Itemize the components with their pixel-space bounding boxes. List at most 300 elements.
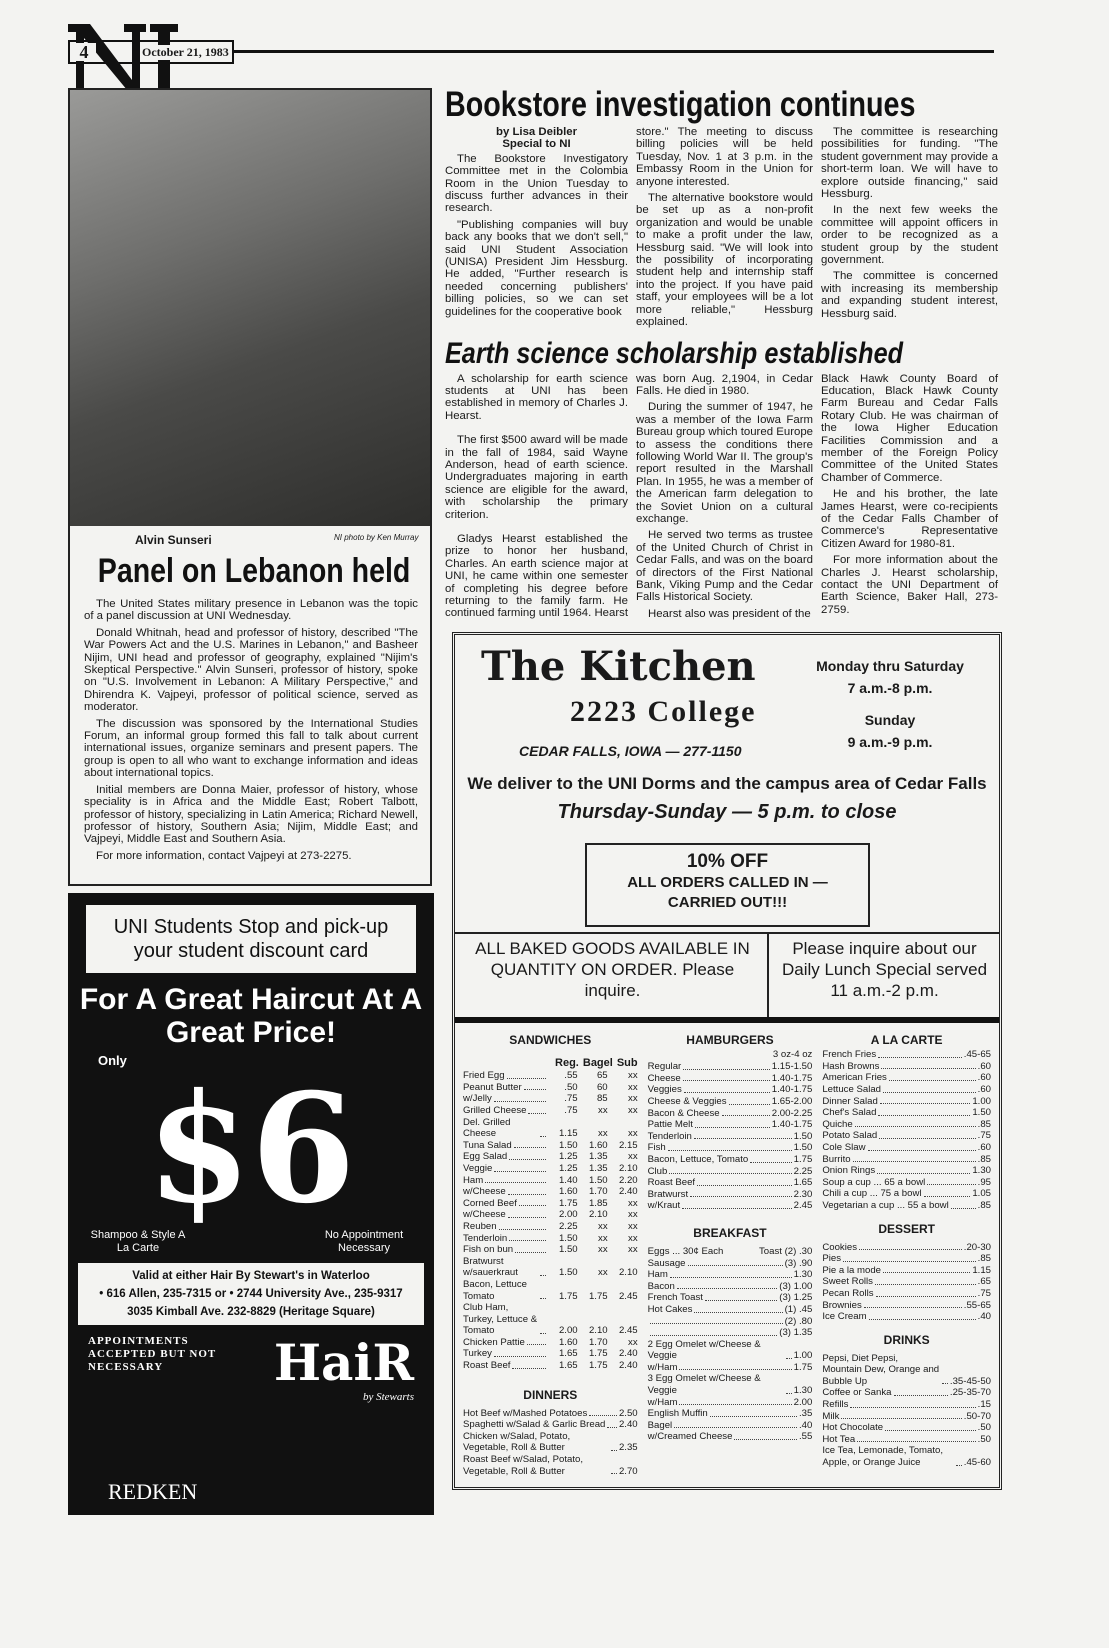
delivery-time: Thursday-Sunday — 5 p.m. to close — [557, 801, 897, 824]
dot-leader — [879, 1138, 975, 1139]
item-price: (3) 1.35 — [779, 1327, 813, 1339]
menu-item — [648, 1304, 813, 1316]
menu-item — [463, 1186, 638, 1198]
item-name: Sausage — [647, 1257, 686, 1269]
photo-caption: Alvin Sunseri — [135, 533, 212, 547]
item-price: 1.50 — [588, 1174, 608, 1186]
item-price: 1.50 — [972, 1107, 991, 1119]
item-price: .25-35-70 — [949, 1387, 991, 1399]
kitchen-hours — [800, 655, 980, 753]
item-price: 1.65 — [558, 1360, 578, 1372]
paragraph: "Publishing companies will buy back any books that we don't sell," said UNI Student Association (UNISA) President Jim Hessburg. He added, "Further research is needed concerning publishers' billing policies, so we can set guidelines for the cooperative book — [445, 218, 628, 318]
dot-leader — [607, 1427, 617, 1428]
dot-leader — [841, 1418, 961, 1419]
item-name: Regular — [647, 1061, 682, 1073]
item-price: 1.50 — [558, 1267, 578, 1279]
menu-item — [822, 1049, 991, 1061]
item-price: 1.35 — [588, 1151, 608, 1163]
item-price: 1.35 — [588, 1162, 608, 1174]
item-price: 2.50 — [618, 1407, 638, 1419]
item-price: 1.00 — [972, 1095, 991, 1107]
hair-logo: HaiR — [273, 1333, 414, 1392]
menu-item — [463, 1348, 638, 1360]
item-name: w/Ham — [647, 1396, 678, 1408]
dot-leader — [855, 1126, 976, 1127]
item-name: Bratwurst — [647, 1188, 689, 1200]
dot-leader — [540, 1136, 546, 1137]
menu-item — [463, 1163, 638, 1175]
hours-label: Sunday — [864, 712, 916, 729]
menu-item — [463, 1419, 638, 1431]
kitchen-name: The Kitchen — [481, 643, 756, 691]
menu-item — [463, 1082, 638, 1094]
dot-leader — [694, 1138, 792, 1139]
item-name: Bagel — [647, 1419, 673, 1431]
item-price: .60 — [977, 1141, 991, 1153]
item-price: (3) .90 — [784, 1257, 813, 1269]
menu-heading: DRINKS — [883, 1332, 930, 1347]
item-price: .55-65 — [963, 1299, 991, 1311]
item-price: xx — [598, 1267, 608, 1279]
ad-only: Only — [98, 1053, 127, 1068]
menu-item — [463, 1105, 638, 1117]
menu-item — [463, 1151, 638, 1163]
menu-item — [463, 1256, 638, 1279]
item-name: Spaghetti w/Salad & Garlic Bread — [463, 1419, 606, 1431]
menu-item — [648, 1154, 813, 1166]
dot-leader — [611, 1450, 617, 1451]
item-price: .75 — [977, 1130, 991, 1142]
kitchen-city: CEDAR FALLS, IOWA — 277-1150 — [519, 743, 742, 760]
dot-leader — [650, 1335, 778, 1336]
item-price: 1.75 — [588, 1348, 608, 1360]
item-price: 1.40-1.75 — [771, 1084, 813, 1096]
item-price: 2.15 — [618, 1139, 638, 1151]
dot-leader — [515, 1252, 545, 1253]
item-price: 60 — [596, 1081, 608, 1093]
paragraph: The alternative bookstore would be set up as a non-profit organization and would be unable to make a profit under the law, Hessburg said. "We will look into the possibility of incorporating student help and internship staff into the project. If you have paid staff, your employees will be a lot more reliable," Hessburg explained. — [636, 192, 813, 329]
item-name: Cole Slaw — [822, 1141, 866, 1153]
header-rule — [234, 50, 994, 53]
item-price: 1.40-1.75 — [771, 1072, 813, 1084]
bookstore-col-2 — [636, 126, 813, 333]
item-name: Potato Salad — [822, 1130, 878, 1142]
dot-leader — [682, 1208, 791, 1209]
menu-item — [463, 1431, 638, 1454]
menu-item — [822, 1107, 991, 1119]
item-price: 1.65-2.00 — [771, 1096, 813, 1107]
paragraph: He served two terms as trustee of the United Church of Christ in Cedar Falls, and was on the board of directors of the First National Bank, Viking Pump and the Cedar Falls Historical Society. — [636, 529, 813, 604]
paragraph: was born Aug. 2,1904, in Cedar Falls. He died in 1980. — [636, 372, 813, 397]
dot-leader — [508, 1194, 546, 1195]
panel-photo — [70, 90, 430, 526]
dot-leader — [881, 1068, 975, 1069]
paragraph: The discussion was sponsored by the International Studies Forum, an informal group formed this fall to talk about current international issues, organize seminars and present papers. The group is open to all who want to exchange information and ideas about international topics. — [84, 717, 418, 780]
item-price: xx — [598, 1232, 608, 1244]
item-name: Hot Beef w/Mashed Potatoes — [463, 1407, 588, 1419]
item-price: 1.75 — [558, 1197, 578, 1209]
menu-item — [648, 1408, 813, 1420]
dot-leader — [951, 1208, 976, 1209]
dot-leader — [697, 1185, 792, 1186]
dot-leader — [679, 1369, 791, 1370]
dot-leader — [859, 1249, 962, 1250]
menu-item — [648, 1073, 813, 1085]
item-name: w/Kraut — [647, 1200, 681, 1212]
menu-item — [822, 1387, 991, 1399]
item-name: Brownies — [822, 1299, 862, 1311]
menu-item — [648, 1420, 813, 1432]
photo-credit: NI photo by Ken Murray — [334, 533, 419, 542]
dot-leader — [688, 1265, 783, 1266]
menu-item — [648, 1281, 813, 1293]
menu-item — [822, 1165, 991, 1177]
item-price: .55 — [564, 1070, 578, 1082]
dot-leader — [868, 1150, 976, 1151]
item-name: Cookies — [822, 1241, 857, 1253]
divider — [767, 932, 769, 1017]
dot-leader — [927, 1184, 975, 1185]
menu-item — [463, 1302, 638, 1337]
item-name: w/Cheese — [463, 1186, 506, 1198]
hair-logo-sub: by Stewarts — [362, 1391, 414, 1403]
item-name: Ham — [463, 1174, 484, 1186]
item-price: .20-30 — [963, 1241, 991, 1253]
item-name: Chef's Salad — [822, 1107, 877, 1119]
dot-leader — [853, 1161, 976, 1162]
menu — [455, 1017, 999, 1487]
paragraph: Black Hawk County Board of Education, Black Hawk County Farm Bureau and Cedar Falls Rotary Club. He was chairman of the Iowa Higher Education Facilities Commission and a member of the Foreign Policy Committee of the United States Chamber of Commerce. — [821, 372, 998, 484]
discount-box — [585, 843, 870, 927]
menu-item — [822, 1096, 991, 1108]
item-price: 1.15 — [972, 1264, 991, 1276]
lebanon-headline-wrap — [68, 552, 432, 591]
item-name: Fish on bun — [463, 1244, 514, 1256]
dot-leader — [878, 1115, 970, 1116]
menu-heading: HAMBURGERS — [686, 1033, 774, 1048]
item-name: Egg Salad — [463, 1151, 508, 1163]
col-bagel: Bagel — [582, 1057, 613, 1070]
item-price: xx — [628, 1220, 638, 1232]
item-name: Grilled Cheese — [463, 1105, 527, 1116]
dot-leader — [485, 1182, 545, 1183]
menu-item — [463, 1233, 638, 1245]
menu-item — [822, 1142, 991, 1154]
item-name: Chicken Pattie — [463, 1336, 525, 1348]
item-name: Hot Cakes — [647, 1303, 693, 1315]
dot-leader — [705, 1300, 777, 1301]
item-price: 1.65 — [558, 1348, 578, 1360]
menu-heading: SANDWICHES — [509, 1033, 592, 1048]
menu-sandwiches — [463, 1025, 638, 1477]
item-price: 2.20 — [618, 1174, 638, 1186]
paragraph: During the summer of 1947, he was a member of the Iowa Farm Bureau group which toured Europe to assess the conditions there following World War II. The group's report resulted in the Marshall Plan. In 1955, he was a member of the American farm delegation to the Soviet Union on a cultural exchange. — [636, 401, 813, 525]
item-price: .50 — [564, 1081, 578, 1093]
item-price: xx — [598, 1105, 608, 1116]
lunch-special: Please inquire about our Daily Lunch Special served 11 a.m.-2 p.m. — [781, 939, 988, 1001]
item-price: .85 — [977, 1199, 991, 1211]
paragraph: In the next few weeks the committee will appoint officers in order to be recognized as a student group by the student government. — [821, 204, 998, 267]
col-sub: Sub — [616, 1057, 638, 1070]
item-name: Del. Grilled Cheese — [463, 1116, 511, 1140]
dot-leader — [528, 1113, 545, 1114]
menu-item — [822, 1130, 991, 1142]
item-price: .50 — [977, 1433, 991, 1445]
item-name: Chili a cup ... 75 a bowl — [822, 1188, 922, 1200]
paragraph: The Bookstore Investigatory Committee met in the Colombia Room in the Union Tuesday to discuss further advances in their research. — [445, 152, 628, 215]
menu-heading: BREAKFAST — [693, 1225, 767, 1240]
menu-item — [648, 1189, 813, 1201]
dot-leader — [669, 1173, 791, 1174]
menu-heading: DESSERT — [878, 1221, 935, 1236]
item-name: Tuna Salad — [463, 1139, 512, 1151]
earth-col-2 — [636, 373, 813, 625]
item-price: xx — [628, 1197, 638, 1209]
dot-leader — [876, 1296, 976, 1297]
item-name: Bacon, Lettuce Tomato — [463, 1278, 528, 1302]
dot-leader — [956, 1465, 962, 1466]
earth-col-3 — [821, 373, 998, 621]
discount-offer: 10% OFF — [686, 851, 769, 873]
menu-heading: DINNERS — [523, 1387, 578, 1402]
item-name: Veggies — [647, 1084, 682, 1096]
dot-leader — [883, 1092, 976, 1093]
ad-right-note: No Appointment Necessary — [324, 1229, 404, 1254]
item-price: 1.85 — [588, 1197, 608, 1209]
item-price: 2.70 — [618, 1465, 638, 1477]
issue-date: October 21, 1983 — [142, 44, 229, 59]
menu-item — [822, 1311, 991, 1323]
paragraph: The committee is concerned with increasing its membership and expanding student interest, Hessburg said. — [821, 270, 998, 320]
paragraph: The United States military presence in Lebanon was the topic of a panel discussion at UNI Wednesday. — [84, 598, 418, 623]
item-price: 2.10 — [588, 1325, 608, 1337]
item-name: Fish — [647, 1142, 666, 1154]
item-name: Lettuce Salad — [822, 1084, 882, 1095]
paragraph: He and his brother, the late James Hearst, were co-recipients of the Cedar Falls Chamber of Commerce's Representative Citizen Award for 1980-81. — [821, 488, 998, 550]
item-name: Hash Browns — [822, 1060, 880, 1072]
item-name: English Muffin — [647, 1408, 708, 1420]
hours-value: 9 a.m.-9 p.m. — [847, 734, 933, 751]
hours-value: 7 a.m.-8 p.m. — [847, 680, 933, 697]
item-price: .65 — [977, 1276, 991, 1288]
item-price: 2.35 — [618, 1442, 638, 1454]
dot-leader — [729, 1104, 770, 1105]
item-name: Tenderloin — [463, 1232, 508, 1244]
toast: Toast (2) .30 — [759, 1245, 813, 1257]
menu-item — [463, 1140, 638, 1152]
menu-item — [822, 1061, 991, 1073]
paragraph: For more information, contact Vajpeyi at 273-2275. — [96, 849, 352, 862]
item-name: Roast Beef w/Salad, Potato, Vegetable, Roll & Butter — [463, 1454, 583, 1477]
item-price: .35-45-50 — [949, 1375, 991, 1387]
discount-detail: ALL ORDERS CALLED IN — CARRIED OUT!!! — [627, 874, 828, 912]
item-price: 1.30 — [793, 1385, 813, 1397]
item-name: Cheese — [647, 1072, 681, 1084]
dot-leader — [494, 1101, 546, 1102]
paragraph: The committee is researching possibilities for funding. "The student government may provide a short-term loan. We will have to explore outside financing," said Hessburg. — [821, 126, 998, 201]
item-name: Club — [647, 1165, 668, 1177]
item-name: Pie a la mode — [822, 1264, 881, 1276]
bookstore-col-3 — [821, 126, 998, 324]
item-price: 2.10 — [618, 1267, 638, 1279]
item-name: Bratwurst w/sauerkraut — [463, 1255, 518, 1279]
item-name: Hot Tea — [822, 1433, 856, 1445]
item-price: xx — [628, 1093, 638, 1105]
item-price: .75 — [564, 1093, 578, 1105]
item-price: 1.60 — [558, 1186, 578, 1198]
dot-leader — [540, 1275, 546, 1276]
menu-item — [463, 1093, 638, 1105]
item-price: 2.40 — [618, 1348, 638, 1360]
menu-item — [648, 1246, 813, 1258]
dot-leader — [722, 1115, 770, 1116]
paragraph: Initial members are Donna Maier, professor of history, whose speciality is in Africa and the Middle East; Robert Talbott, professor of history, specializing in Latin America; Richard Newell, professor of history, Southern Asia; Nijim, Middle East; and Vajpeyi, Middle East and Southern Asia. — [84, 783, 418, 846]
menu-item — [822, 1177, 991, 1189]
dot-leader — [509, 1240, 545, 1241]
item-name: French Toast — [647, 1292, 703, 1304]
menu-item — [463, 1221, 638, 1233]
byline: by Lisa Deibler — [495, 126, 578, 138]
menu-item — [648, 1142, 813, 1154]
menu-item — [463, 1279, 638, 1302]
item-price: 1.50 — [558, 1232, 578, 1244]
item-name: Club Ham, Turkey, Lettuce & Tomato — [463, 1302, 538, 1337]
sandwich-columns — [463, 1057, 638, 1070]
item-price: 1.00 — [793, 1350, 813, 1362]
dot-leader — [695, 1127, 770, 1128]
menu-item — [463, 1175, 638, 1187]
ad-left-note: Shampoo & Style A La Carte — [90, 1229, 186, 1254]
item-price: 2.00 — [558, 1209, 578, 1221]
dot-leader — [869, 1319, 976, 1320]
eggs: Eggs ... 30¢ Each — [647, 1245, 724, 1257]
dot-leader — [710, 1416, 797, 1417]
item-price: 1.50 — [793, 1142, 813, 1154]
menu-item — [822, 1072, 991, 1084]
dot-leader — [683, 1080, 770, 1081]
item-price: 1.40-1.75 — [771, 1119, 813, 1131]
dot-leader — [509, 1159, 545, 1160]
item-price: 1.30 — [793, 1269, 813, 1281]
dot-leader — [512, 1368, 545, 1369]
menu-item — [648, 1166, 813, 1178]
item-price: 2.25 — [793, 1165, 813, 1177]
date-box — [68, 40, 234, 64]
item-price: xx — [598, 1128, 608, 1140]
menu-item — [648, 1108, 813, 1120]
lebanon-body — [84, 598, 418, 866]
menu-item — [463, 1454, 638, 1477]
item-price: xx — [598, 1244, 608, 1256]
ad-address-1: • 616 Allen, 235-7315 or • 2744 University Ave., 235-9317 — [99, 1288, 403, 1300]
menu-item — [822, 1188, 991, 1200]
item-price: .75 — [977, 1287, 991, 1299]
dot-leader — [540, 1333, 546, 1334]
bookstore-headline: Bookstore investigation continues — [445, 85, 916, 124]
item-price: (1) .45 — [784, 1303, 813, 1315]
menu-item — [648, 1269, 813, 1281]
item-price: 1.75 — [588, 1290, 608, 1302]
item-name: w/Jelly — [463, 1093, 492, 1105]
menu-item — [463, 1408, 638, 1420]
item-price: 2.00-2.25 — [771, 1107, 813, 1119]
item-name: Hot Chocolate — [822, 1422, 884, 1434]
menu-item — [822, 1084, 991, 1096]
item-price: 1.60 — [588, 1139, 608, 1151]
delivery-notice: We deliver to the UNI Dorms and the campus area of Cedar Falls — [467, 774, 987, 794]
dot-leader — [650, 1323, 783, 1324]
item-price: 1.65 — [793, 1177, 813, 1189]
ad-headline: For A Great Haircut At A Great Price! — [79, 983, 423, 1049]
menu-item — [648, 1119, 813, 1131]
dot-leader — [734, 1439, 797, 1440]
dot-leader — [679, 1404, 791, 1405]
haircut-ad — [68, 893, 434, 1515]
item-price: .50-70 — [963, 1410, 991, 1422]
item-name: French Fries — [822, 1049, 877, 1061]
earth-headline: Earth science scholarship established — [445, 336, 903, 370]
dot-leader — [885, 1430, 976, 1431]
item-price: .45-60 — [963, 1457, 991, 1469]
menu-alacarte — [822, 1025, 991, 1477]
menu-item — [463, 1244, 638, 1256]
menu-item — [822, 1300, 991, 1312]
item-name: Soup a cup ... 65 a bowl — [822, 1176, 926, 1188]
dot-leader — [514, 1147, 546, 1148]
item-name: Ice Tea, Lemonade, Tomato, Apple, or Orange Juice — [822, 1445, 944, 1469]
item-price: 65 — [596, 1070, 608, 1082]
dot-leader — [589, 1415, 617, 1416]
menu-hamburgers — [648, 1025, 813, 1477]
item-price: 1.75 — [793, 1153, 813, 1165]
item-price: .35 — [798, 1408, 813, 1420]
menu-item — [822, 1288, 991, 1300]
menu-item — [822, 1154, 991, 1166]
item-price: 1.75 — [558, 1290, 578, 1302]
dot-leader — [668, 1150, 792, 1151]
menu-item — [648, 1362, 813, 1374]
paragraph: Gladys Hearst established the prize to honor her husband, Charles. An earth science major at UNI, he came within one semester of completing his degree before returning to the family farm. He continued farming until 1964. Hearst — [445, 532, 628, 620]
menu-item — [822, 1353, 991, 1388]
item-price: 1.50 — [558, 1244, 578, 1256]
menu-item — [822, 1265, 991, 1277]
dot-leader — [877, 1173, 970, 1174]
item-name: Onion Rings — [822, 1165, 876, 1177]
menu-item — [822, 1276, 991, 1288]
item-price: .50 — [977, 1422, 991, 1434]
redken-logo: REDKEN — [108, 1479, 198, 1504]
dot-leader — [683, 1069, 770, 1070]
item-price: 1.75 — [588, 1360, 608, 1372]
item-price: 1.40 — [558, 1174, 578, 1186]
item-name: Tenderloin — [647, 1130, 692, 1142]
menu-item — [822, 1434, 991, 1446]
item-price: .45-65 — [963, 1049, 991, 1061]
item-name: Sweet Rolls — [822, 1276, 873, 1288]
dot-leader — [875, 1284, 976, 1285]
dot-leader — [674, 1427, 797, 1428]
menu-item — [648, 1431, 813, 1443]
item-price: (3) 1.25 — [779, 1292, 813, 1304]
item-name: 3 Egg Omelet w/Cheese & Veggie — [647, 1373, 761, 1397]
item-price: 1.25 — [558, 1162, 578, 1174]
menu-item — [648, 1327, 813, 1339]
menu-item — [648, 1177, 813, 1189]
item-price: 2.10 — [588, 1209, 608, 1221]
ad-price: $6 — [146, 1061, 356, 1237]
item-price: (2) .80 — [784, 1315, 813, 1327]
item-name: Reuben — [463, 1220, 497, 1232]
